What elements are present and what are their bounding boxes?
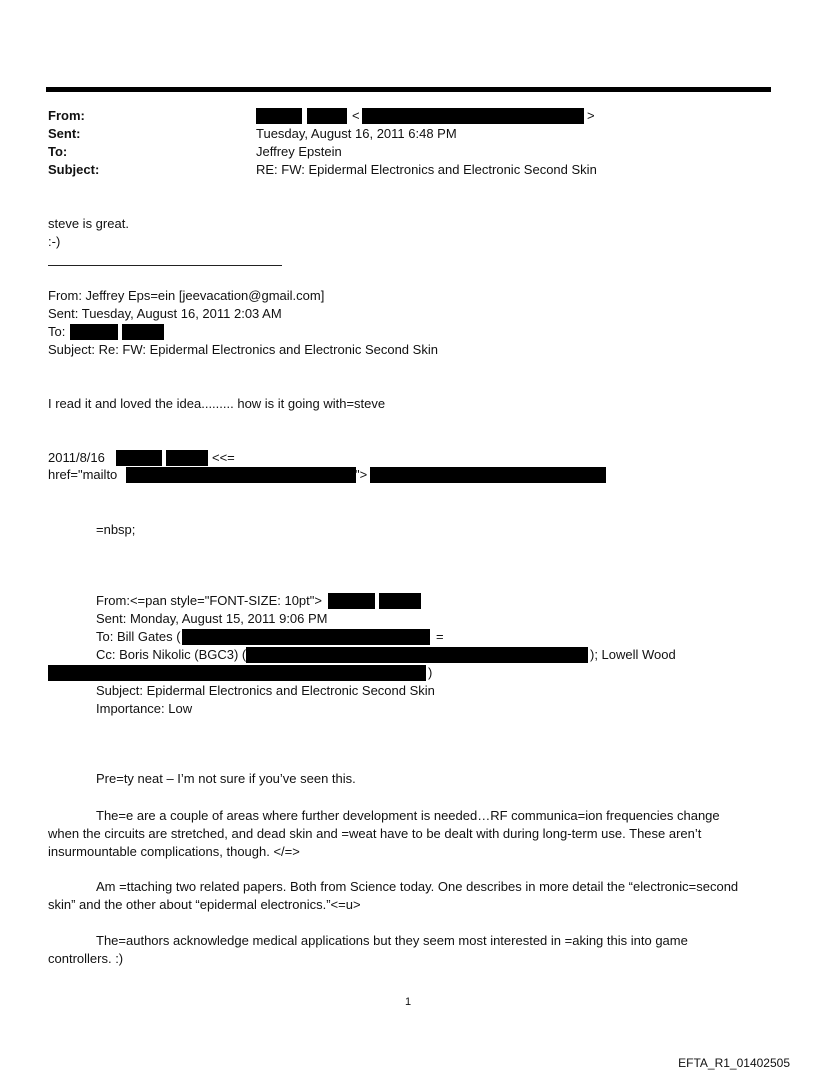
from-gt: > [587, 108, 595, 123]
reply-line-2: :-) [48, 234, 61, 249]
sent-label: Sent: [48, 126, 81, 141]
redaction-block [328, 593, 375, 609]
body-paragraph-2-line-3: insurmountable complications, though. </=> [48, 844, 300, 859]
redaction-block [246, 647, 588, 663]
to-label: To: [48, 144, 68, 159]
quoted2-cc: Cc: Boris Nikolic (BGC3) ( [96, 647, 247, 662]
from-lt: < [352, 108, 360, 123]
page-number: 1 [404, 996, 412, 1008]
quoted-nbsp: =nbsp; [96, 522, 136, 537]
redaction-block [379, 593, 421, 609]
subject-value: RE: FW: Epidermal Electronics and Electronic Second Skin [256, 162, 597, 177]
body-paragraph-2-line-2: when the circuits are stretched, and dead skin and =weat have to be dealt with during long-term use. These aren’t [48, 826, 702, 841]
redaction-block [307, 108, 347, 124]
quoted2-to: To: Bill Gates ( [96, 629, 181, 644]
quoted2-importance: Importance: Low [96, 701, 193, 716]
quoted-href-end: "> [355, 467, 368, 482]
redaction-block [370, 467, 606, 483]
quoted-to: To: [48, 324, 66, 339]
body-paragraph-3-line-1: Am =ttaching two related papers. Both from Science today. One describes in more detail the “electronic=second [96, 879, 739, 894]
reply-line-1: steve is great. [48, 216, 129, 231]
quoted-href: href="mailto [48, 467, 118, 482]
to-value: Jeffrey Epstein [256, 144, 342, 159]
redaction-block [362, 108, 584, 124]
separator-line [48, 265, 282, 266]
redaction-block [122, 324, 164, 340]
quoted-subject: Subject: Re: FW: Epidermal Electronics and Electronic Second Skin [48, 342, 438, 357]
redaction-block [256, 108, 302, 124]
body-paragraph-2-line-1: The=e are a couple of areas where further development is needed…RF communica=ion frequencies change [96, 808, 720, 823]
quoted2-cc-tail: ); Lowell Wood [590, 647, 676, 662]
body-paragraph-3-line-2: skin” and the other about “epidermal electronics.”<=u> [48, 897, 361, 912]
quoted-lt: <<= [212, 450, 235, 465]
body-paragraph-4-line-2: controllers. :) [48, 951, 124, 966]
body-paragraph-1: Pre=ty neat – I’m not sure if you’ve seen this. [96, 771, 356, 786]
quoted2-subject: Subject: Epidermal Electronics and Electronic Second Skin [96, 683, 435, 698]
quoted-sent: Sent: Tuesday, August 16, 2011 2:03 AM [48, 306, 282, 321]
redaction-block [182, 629, 430, 645]
quoted-body: I read it and loved the idea......... how is it going with=steve [48, 396, 386, 411]
redaction-block [116, 450, 162, 466]
quoted2-cc-close: ) [428, 665, 433, 680]
quoted-from: From: Jeffrey Eps=ein [jeevacation@gmail.com] [48, 288, 325, 303]
subject-label: Subject: [48, 162, 100, 177]
redaction-block [48, 665, 426, 681]
body-paragraph-4-line-1: The=authors acknowledge medical applications but they seem most interested in =aking this into game [96, 933, 688, 948]
top-rule [46, 87, 771, 92]
sent-value: Tuesday, August 16, 2011 6:48 PM [256, 126, 457, 141]
from-label: From: [48, 108, 85, 123]
quoted2-sent: Sent: Monday, August 15, 2011 9:06 PM [96, 611, 328, 626]
redaction-block [166, 450, 208, 466]
bates-number: EFTA_R1_01402505 [678, 1056, 790, 1070]
quoted2-to-eq: = [436, 629, 444, 644]
redaction-block [70, 324, 118, 340]
redaction-block [126, 467, 356, 483]
quoted-date: 2011/8/16 [48, 450, 105, 465]
quoted2-from: From:<=pan style="FONT-SIZE: 10pt"> [96, 593, 322, 608]
